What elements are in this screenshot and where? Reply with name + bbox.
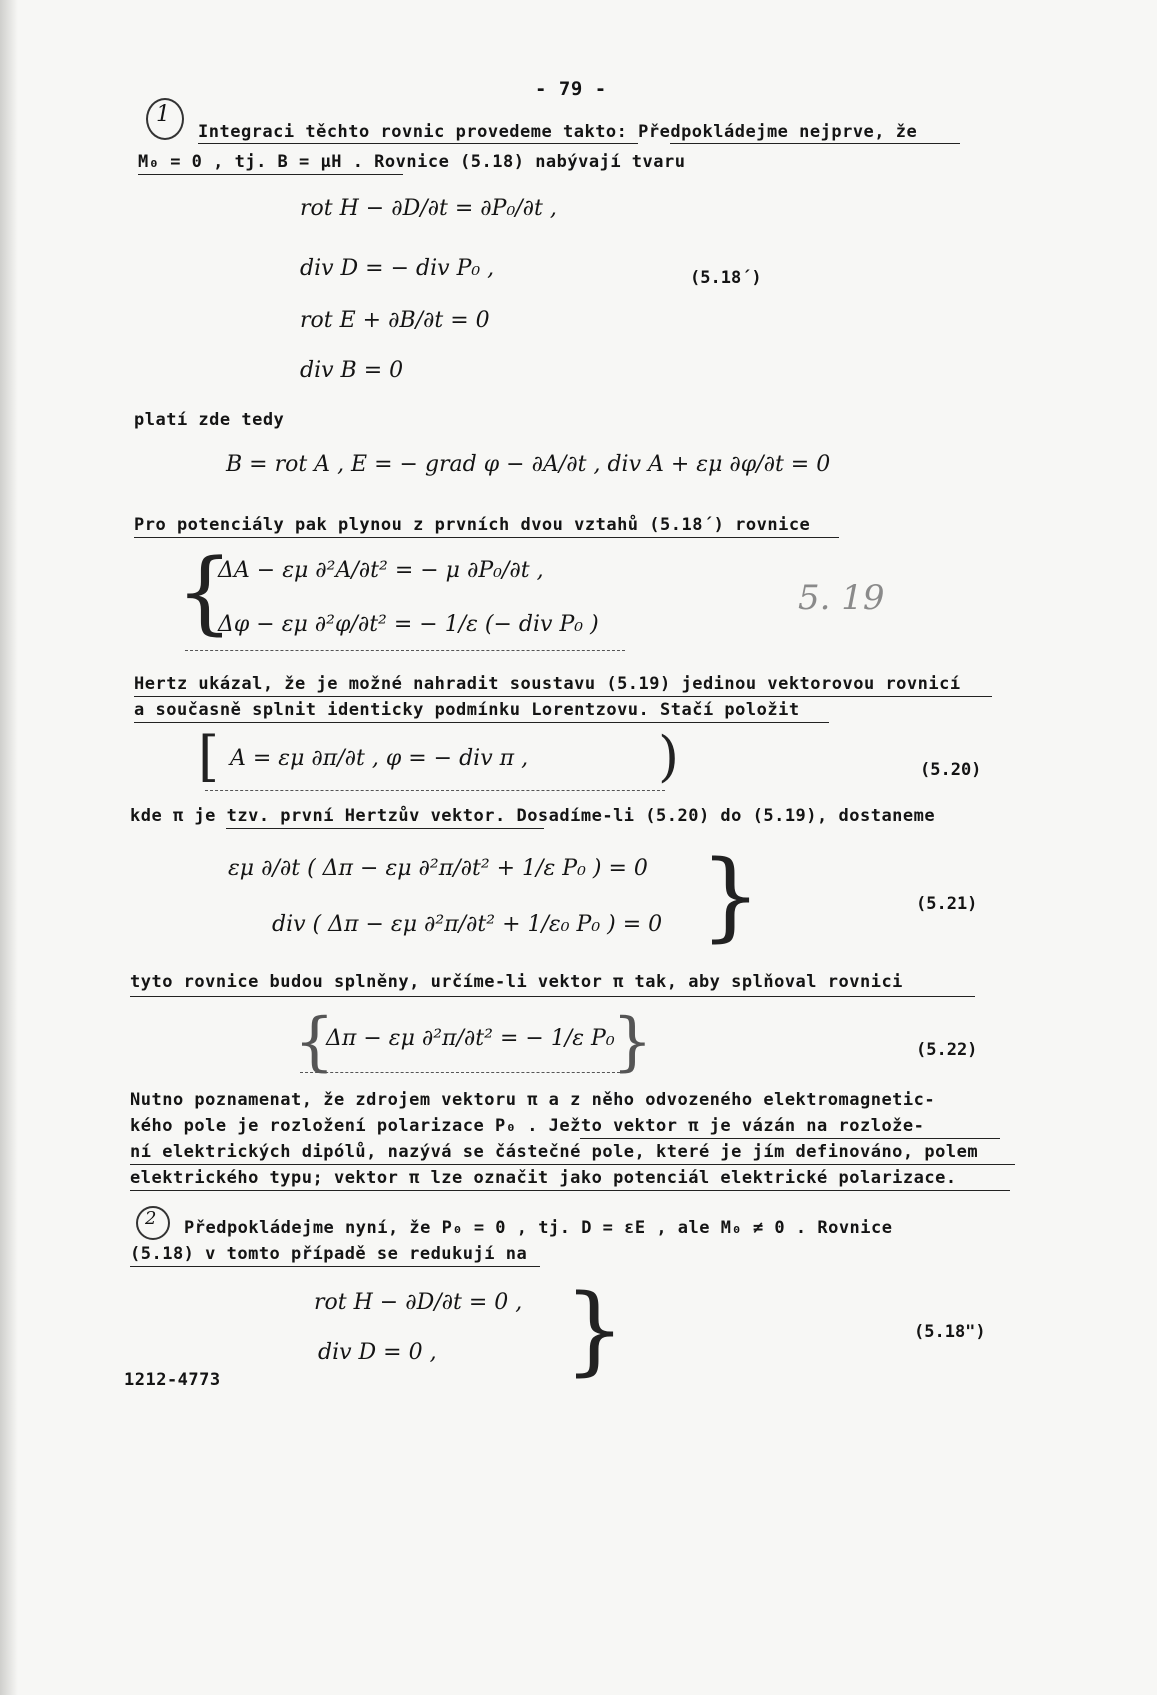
- para-nutno-line2: kého pole je rozložení polarizace P₀ . Ježto vektor π je vázán na rozlože-: [130, 1116, 925, 1136]
- para-nutno-line4: elektrického typu; vektor π lze označit jako potenciál elektrické polarizace.: [130, 1168, 957, 1188]
- para-hertz-line1: Hertz ukázal, že je možné nahradit soustavu (5.19) jedinou vektorovou rovnicí: [134, 674, 961, 694]
- right-brace: }: [700, 840, 762, 952]
- right-paren: ): [658, 725, 680, 788]
- margin-mark-number: 1: [156, 102, 170, 127]
- underline: [198, 143, 638, 144]
- para1-line2: M₀ = 0 , tj. B = μH . Rovnice (5.18) nabývají tvaru: [138, 152, 686, 172]
- equation-number: (5.21): [916, 894, 978, 914]
- equation-518p-line4: div B = 0: [300, 358, 404, 383]
- equation-518p-line3: rot E + ∂B/∂t = 0: [300, 308, 490, 333]
- equation-519-line2: Δφ − εμ ∂²φ/∂t² = − 1/ε (− div P₀ ): [218, 612, 599, 637]
- equation-521-line2: div ( Δπ − εμ ∂²π/∂t² + 1/ε₀ P₀ ) = 0: [272, 912, 663, 937]
- underline: [130, 996, 975, 997]
- right-brace: }: [612, 1005, 653, 1079]
- underline: [134, 696, 992, 697]
- handwritten-equation-number: 5. 19: [798, 578, 885, 618]
- wavy-underline: [205, 790, 665, 791]
- equation-518p-line1: rot H − ∂D/∂t = ∂P₀/∂t ,: [300, 196, 557, 221]
- para-hertz-line2: a současně splnit identicky podmínku Lorentzovu. Stačí položit: [134, 700, 800, 720]
- equation-522: Δπ − εμ ∂²π/∂t² = − 1/ε P₀: [326, 1026, 615, 1051]
- underline: [670, 143, 960, 144]
- equation-number: (5.22): [916, 1040, 978, 1060]
- equation-number: (5.20): [920, 760, 982, 780]
- equation-520: A = εμ ∂π/∂t , φ = − div π ,: [230, 746, 529, 771]
- para-tyto: tyto rovnice budou splněny, určíme-li vektor π tak, aby splňoval rovnici: [130, 972, 903, 992]
- footer-code: 1212-4773: [124, 1370, 221, 1390]
- underline: [130, 1164, 1015, 1165]
- para-nutno-line1: Nutno poznamenat, že zdrojem vektoru π a z něho odvozeného elektromagnetic-: [130, 1090, 936, 1110]
- equation-518p-line2: div D = − div P₀ ,: [300, 256, 495, 281]
- wavy-underline: [300, 1072, 620, 1073]
- page-number: - 79 -: [535, 78, 607, 100]
- underline: [130, 1266, 540, 1267]
- left-brace: {: [176, 540, 234, 645]
- right-brace: }: [564, 1274, 626, 1386]
- para2-line2: (5.18) v tomto případě se redukují na: [130, 1244, 528, 1264]
- equation-518pp-line2: div D = 0 ,: [318, 1340, 437, 1365]
- underline: [138, 174, 403, 175]
- para1-line1: Integraci těchto rovnic provedeme takto: Předpokládejme nejprve, že: [198, 122, 918, 142]
- equation-518pp-line1: rot H − ∂D/∂t = 0 ,: [314, 1290, 523, 1315]
- equation-521-line1: εμ ∂/∂t ( Δπ − εμ ∂²π/∂t² + 1/ε P₀ ) = 0: [228, 856, 648, 881]
- underline: [580, 1138, 1000, 1139]
- underline: [134, 722, 829, 723]
- underline: [130, 1190, 1010, 1191]
- left-bracket: [: [198, 725, 220, 788]
- para-nutno-line3: ní elektrických dipólů, nazývá se částečné pole, které je jím definováno, polem: [130, 1142, 979, 1162]
- equation-number: (5.18´): [690, 268, 762, 288]
- equation-519-line1: ΔA − εμ ∂²A/∂t² = − μ ∂P₀/∂t ,: [218, 558, 544, 583]
- text-plati: platí zde tedy: [134, 410, 285, 430]
- para2-line1: Předpokládejme nyní, že P₀ = 0 , tj. D = εE , ale M₀ ≠ 0 . Rovnice: [184, 1218, 893, 1238]
- equation-number: (5.18"): [914, 1322, 986, 1342]
- equation-potentials: B = rot A , E = − grad φ − ∂A/∂t , div A + εμ ∂φ/∂t = 0: [226, 452, 831, 477]
- wavy-underline: [185, 650, 625, 651]
- underline: [134, 537, 839, 538]
- left-brace: {: [294, 1005, 335, 1079]
- margin-mark-number: 2: [145, 1208, 157, 1229]
- underline: [226, 828, 544, 829]
- scan-edge-shadow: [0, 0, 18, 1695]
- para-kde: kde π je tzv. první Hertzův vektor. Dosadíme-li (5.20) do (5.19), dostaneme: [130, 806, 936, 826]
- text-pro-potencialy: Pro potenciály pak plynou z prvních dvou vztahů (5.18´) rovnice: [134, 515, 811, 535]
